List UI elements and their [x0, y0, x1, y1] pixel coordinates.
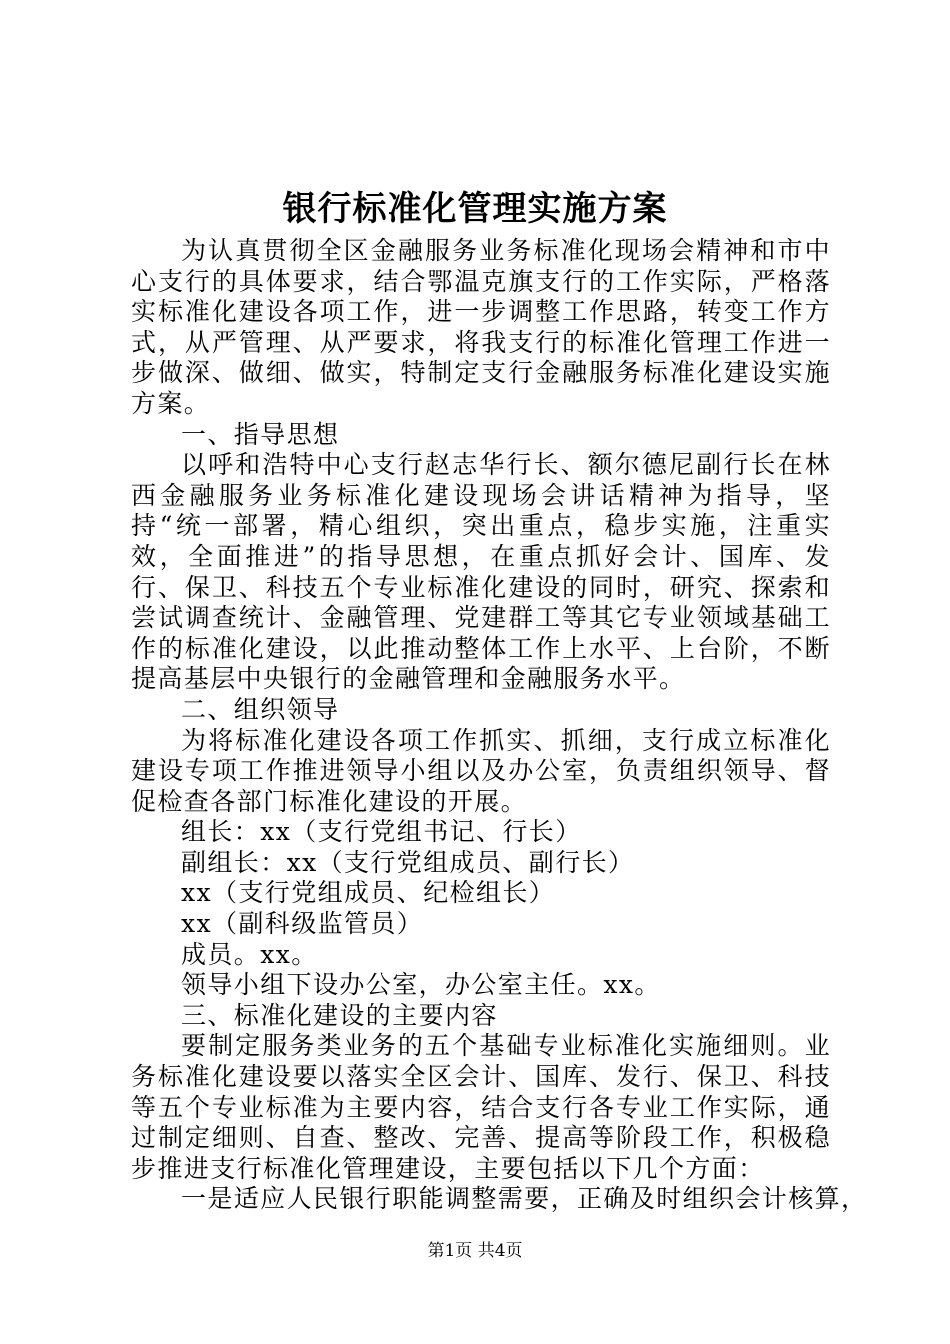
heading-guiding-ideology: 一、指导思想	[181, 419, 340, 449]
document-body	[131, 236, 868, 1215]
heading-main-content: 三、标准化建设的主要内容	[181, 1000, 498, 1030]
line-member-discipline: xx（支行党组成员、纪检组长）	[181, 878, 556, 908]
line-office-director: 领导小组下设办公室，办公室主任。xx。	[181, 970, 661, 1000]
line-members: 成员。xx。	[181, 939, 318, 969]
paragraph-guiding-ideology: 以呼和浩特中心支行赵志华行长、额尔德尼副行长在林西金融服务业务标准化建设现场会讲话精神为指导，坚持“统一部署，精心组织，突出重点，稳步实施，注重实效，全面推进”的指导思想，在重点抓好会计、国库、发行、保卫、科技五个专业标准化建设的同时，研究、探索和尝试调查统计、金融管理、党建群工等其它专业领域基础工作的标准化建设，以此推动整体工作上水平、上台阶，不断提高基层中央银行的金融管理和金融服务水平。	[131, 450, 831, 694]
paragraph-main-content: 要制定服务类业务的五个基础专业标准化实施细则。业务标准化建设要以落实全区会计、国库、发行、保卫、科技等五个专业标准为主要内容，结合支行各专业工作实际，通过制定细则、自查、整改、完善、提高等阶段工作，积极稳步推进支行标准化管理建设，主要包括以下几个方面：	[131, 1031, 831, 1183]
heading-organization: 二、组织领导	[181, 694, 340, 724]
line-deputy-leader: 副组长：xx（支行党组成员、副行长）	[181, 847, 635, 877]
paragraph-point-one: 一是适应人民银行职能调整需要，正确及时组织会计核算，	[181, 1184, 868, 1214]
line-member-supervisor: xx（副科级监管员）	[181, 909, 424, 939]
paragraph-intro: 为认真贯彻全区金融服务业务标准化现场会精神和市中心支行的具体要求，结合鄂温克旗支行的工作实际，严格落实标准化建设各项工作，进一步调整工作思路，转变工作方式，从严管理、从严要求，将我支行的标准化管理工作进一步做深、做细、做实，特制定支行金融服务标准化建设实施方案。	[131, 236, 831, 418]
document-title: 银行标准化管理实施方案	[282, 189, 668, 229]
page-number-footer: 第1页 共4页	[427, 1241, 523, 1261]
line-team-leader: 组长：xx（支行党组书记、行长）	[181, 817, 582, 847]
paragraph-organization: 为将标准化建设各项工作抓实、抓细，支行成立标准化建设专项工作推进领导小组以及办公室，负责组织领导、督促检查各部门标准化建设的开展。	[131, 725, 831, 816]
